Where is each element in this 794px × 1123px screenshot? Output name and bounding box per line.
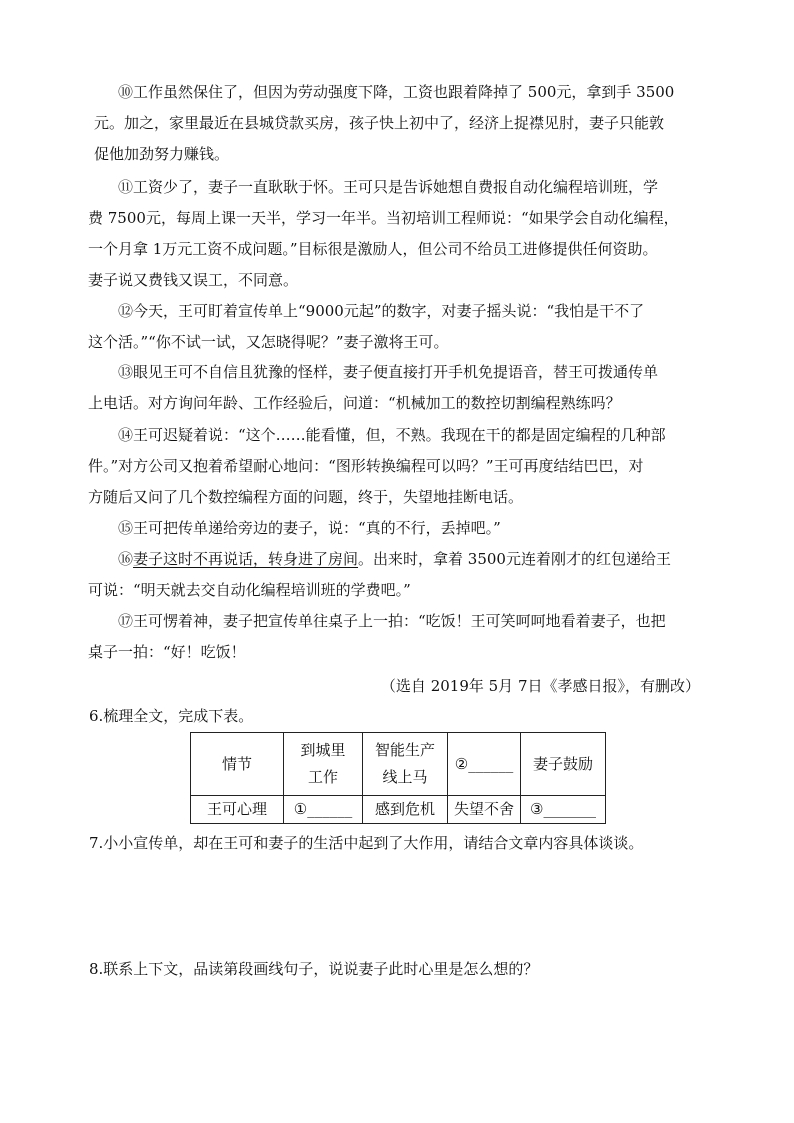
text-line: ⑮王可把传单递给旁边的妻子，说：“真的不行，丢掉吧。” <box>118 519 501 537</box>
answer-blank-1[interactable]: ①______ <box>284 796 363 824</box>
table-cell: 感到危机 <box>363 796 448 824</box>
text-line: 一个月拿 1万元工资不成问题。”目标很是激励人，但公司不给员工进修提供任何资助。 <box>88 240 658 258</box>
paragraph-10 <box>94 77 703 170</box>
answer-blank-2[interactable]: ②______ <box>448 733 521 796</box>
paragraph-13 <box>88 357 703 419</box>
text-line: ⑩工作虽然保住了，但因为劳动强度下降，工资也跟着降掉了 500元，拿到手 3500 <box>118 83 675 101</box>
cell-line: 工作 <box>307 768 338 786</box>
table-cell: 失望不舍 <box>448 796 521 824</box>
text-line: 可说：“明天就去交自动化编程培训班的学费吧。” <box>88 581 411 599</box>
answer-area-7[interactable] <box>89 862 704 952</box>
table-cell <box>363 733 448 796</box>
text-line: 方随后又问了几个数控编程方面的问题，终于，失望地挂断电话。 <box>88 488 524 506</box>
text-line: 妻子说又费钱又误工，不同意。 <box>88 271 299 289</box>
paragraph-15 <box>118 513 703 544</box>
table-row <box>191 796 606 824</box>
text-segment: 。出来时，拿着 3500元连着刚才的红包递给王 <box>358 550 671 568</box>
paragraph-14 <box>88 420 703 513</box>
table-cell: 妻子鼓励 <box>521 733 606 796</box>
text-line <box>118 544 703 575</box>
text-line: ⑭王可迟疑着说：“这个……能看懂，但，不熟。我现在干的都是固定编程的几种部 <box>118 426 666 444</box>
table-row <box>191 733 606 796</box>
text-line: 这个活。”“你不试一试，又怎晓得呢？”妻子激将王可。 <box>88 333 449 351</box>
answer-blank-3[interactable]: ③_______ <box>521 796 606 824</box>
answer-area-8[interactable] <box>89 990 704 1090</box>
paragraph-11 <box>88 172 703 296</box>
text-line: ⑬眼见王可不自信且犹豫的怪样，妻子便直接打开手机免提语音，替王可拨通传单 <box>118 363 659 381</box>
question-8: 8.联系上下文，品读第段画线句子，说说妻子此时心里是怎么想的？ <box>89 960 539 978</box>
paragraph-17 <box>88 606 703 668</box>
question-6: 6.梳理全文，完成下表。 <box>89 707 254 725</box>
table-cell: 王可心理 <box>191 796 284 824</box>
cell-line: 线上马 <box>382 768 428 786</box>
table-cell: 情节 <box>191 733 284 796</box>
table-cell <box>284 733 363 796</box>
paragraph-16 <box>88 544 703 606</box>
text-line: 桌子一拍：“好！吃饭！ <box>88 643 246 661</box>
paragraph-12 <box>88 296 703 358</box>
underlined-sentence: 妻子这时不再说话，转身进了房间 <box>133 550 359 568</box>
text-line: 上电话。对方询问年龄、工作经验后，问道：“机械加工的数控切割编程熟练吗？ <box>88 394 621 412</box>
text-line: 费 7500元，每周上课一天半，学习一年半。当初培训工程师说：“如果学会自动化编程， <box>88 209 679 227</box>
question-7: 7.小小宣传单，却在王可和妻子的生活中起到了大作用，请结合文章内容具体谈谈。 <box>89 834 644 852</box>
plot-summary-table <box>190 732 606 824</box>
text-line: 件。”对方公司又抱着希望耐心地问：“图形转换编程可以吗？”王可再度结结巴巴，对 <box>88 457 644 475</box>
cell-line: 智能生产 <box>374 741 435 759</box>
text-line: 促他加劲努力赚钱。 <box>94 145 230 163</box>
text-line: 元。加之，家里最近在县城贷款买房，孩子快上初中了，经济上捉襟见肘，妻子只能敦 <box>94 114 665 132</box>
text-line: ⑫今天，王可盯着宣传单上“9000元起”的数字，对妻子摇头说：“我怕是干不了 <box>118 302 645 320</box>
text-line: ⑰王可愣着神，妻子把宣传单往桌子上一拍：“吃饭！王可笑呵呵地看着妻子，也把 <box>118 612 666 630</box>
paragraph-number: ⑯ <box>118 550 134 568</box>
cell-line: 到城里 <box>300 741 346 759</box>
text-line: ⑪工资少了，妻子一直耿耿于怀。王可只是告诉她想自费报自动化编程培训班，学 <box>118 178 659 196</box>
article-source: （选自 2019年 5月 7日《孝感日报》，有删改） <box>380 677 700 695</box>
